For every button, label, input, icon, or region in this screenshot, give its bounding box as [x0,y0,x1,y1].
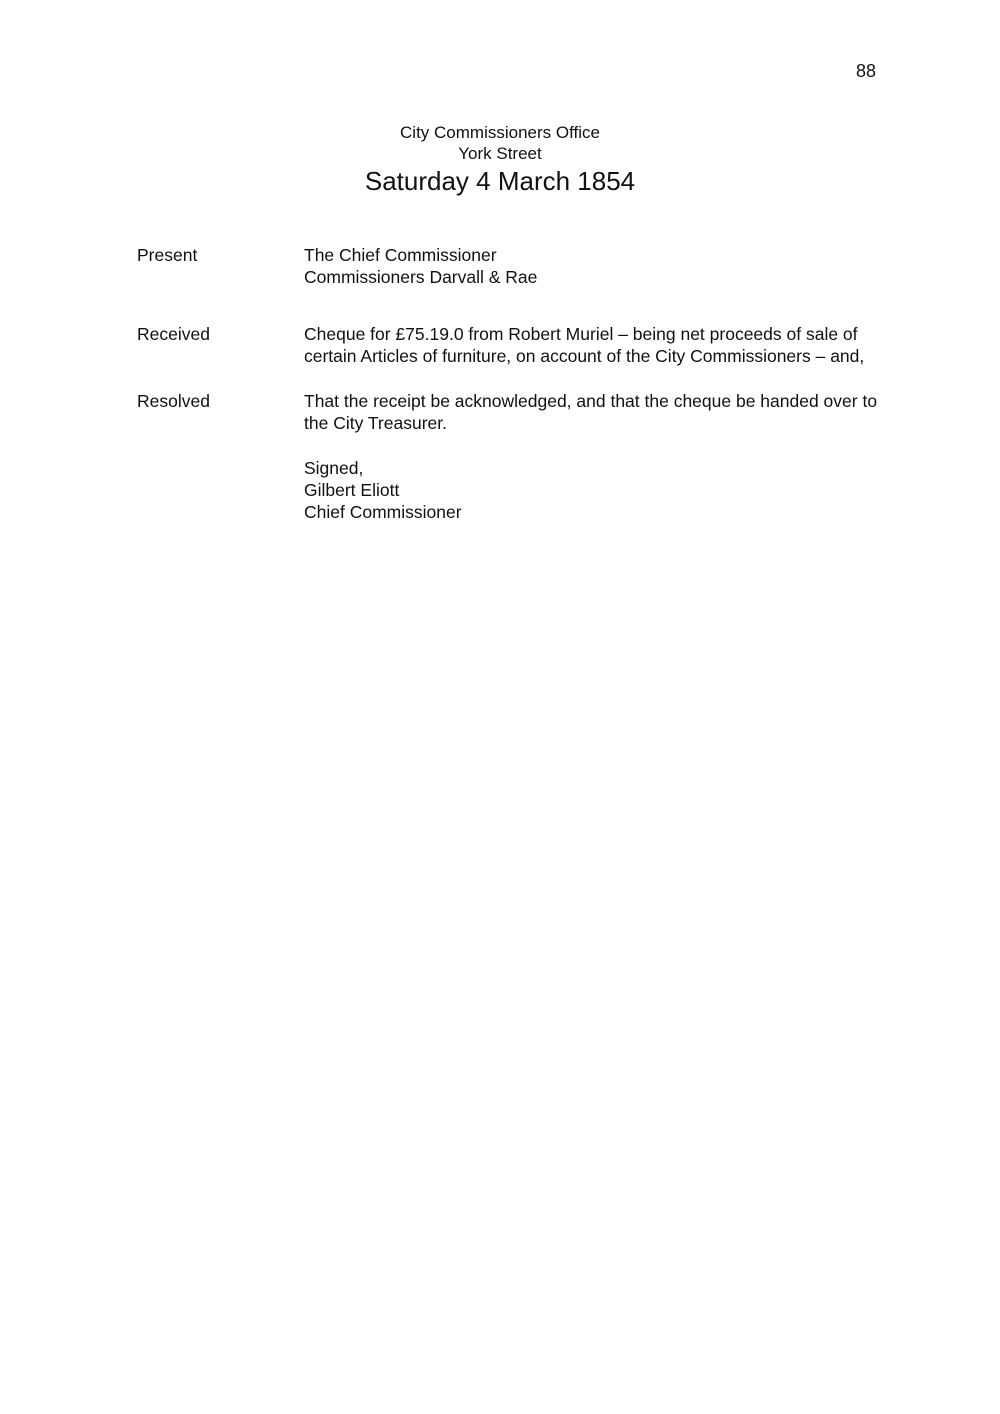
signature-line: Signed, [304,458,364,478]
office-name: City Commissioners Office [400,123,600,142]
received-line: Cheque for £75.19.0 from Robert Muriel – being net proceeds of sale of [304,324,858,344]
street-name: York Street [458,144,542,163]
signatory-name: Gilbert Eliott [304,480,400,500]
present-line: Commissioners Darvall & Rae [304,267,538,287]
signatory-title: Chief Commissioner [304,502,462,522]
present-content [304,244,924,288]
document-header [0,122,1000,197]
resolved-content [304,390,924,434]
received-line: certain Articles of furniture, on account of the City Commissioners – and, [304,346,865,366]
page-number: 88 [856,61,877,81]
resolved-label: Resolved [137,391,210,411]
present-label: Present [137,245,198,265]
present-line: The Chief Commissioner [304,245,497,265]
resolved-line: the City Treasurer. [304,413,447,433]
received-label: Received [137,324,210,344]
signature-content [304,457,924,523]
received-content [304,323,924,367]
resolved-line: That the receipt be acknowledged, and that the cheque be handed over to [304,391,878,411]
meeting-date: Saturday 4 March 1854 [364,166,636,196]
